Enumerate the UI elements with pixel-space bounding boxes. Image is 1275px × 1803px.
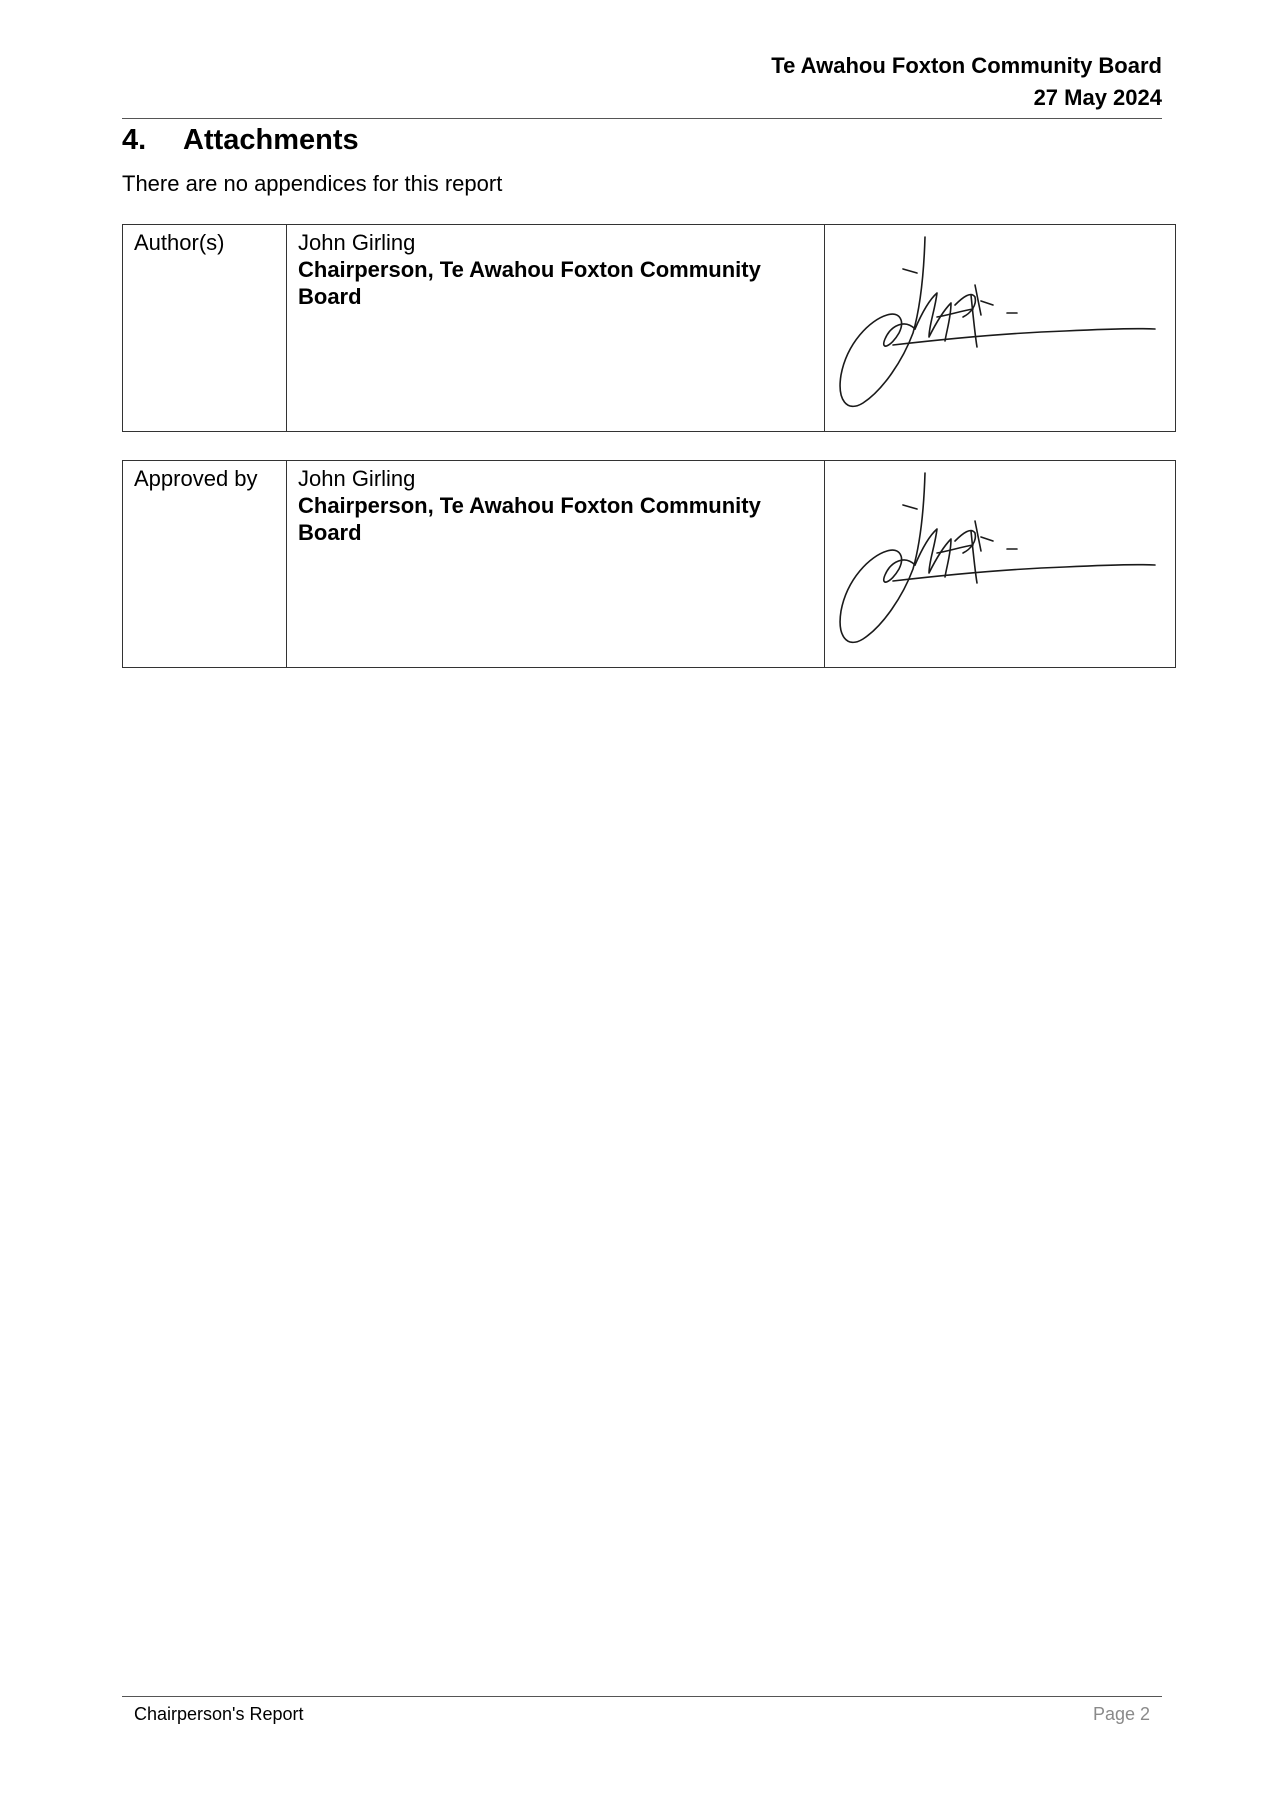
- section-text: There are no appendices for this report: [122, 171, 503, 196]
- approver-label: Approved by: [123, 461, 287, 668]
- signature-image: [825, 225, 1175, 425]
- author-details: [287, 225, 825, 432]
- author-table: [122, 224, 1176, 432]
- approver-details: [287, 461, 825, 668]
- approver-signature-cell: [825, 461, 1176, 668]
- signature-image: [825, 461, 1175, 661]
- section-title: Attachments: [183, 124, 359, 156]
- approver-table: [122, 460, 1176, 668]
- section-number: 4.: [122, 124, 147, 156]
- author-position: Chairperson, Te Awahou Foxton Community Board: [298, 257, 761, 309]
- section-heading: [122, 120, 359, 160]
- approver-position: Chairperson, Te Awahou Foxton Community Board: [298, 493, 761, 545]
- approver-name: John Girling: [298, 466, 416, 491]
- footer-report-name: Chairperson's Report: [134, 1704, 304, 1724]
- author-name: John Girling: [298, 230, 416, 255]
- author-label: Author(s): [123, 225, 287, 432]
- header-org: Te Awahou Foxton Community Board: [771, 53, 1162, 78]
- page-footer: [122, 1696, 1162, 1724]
- header-date: 27 May 2024: [1033, 85, 1162, 110]
- page-header: [122, 50, 1162, 119]
- footer-page-number: Page 2: [1092, 1704, 1150, 1724]
- author-signature-cell: [825, 225, 1176, 432]
